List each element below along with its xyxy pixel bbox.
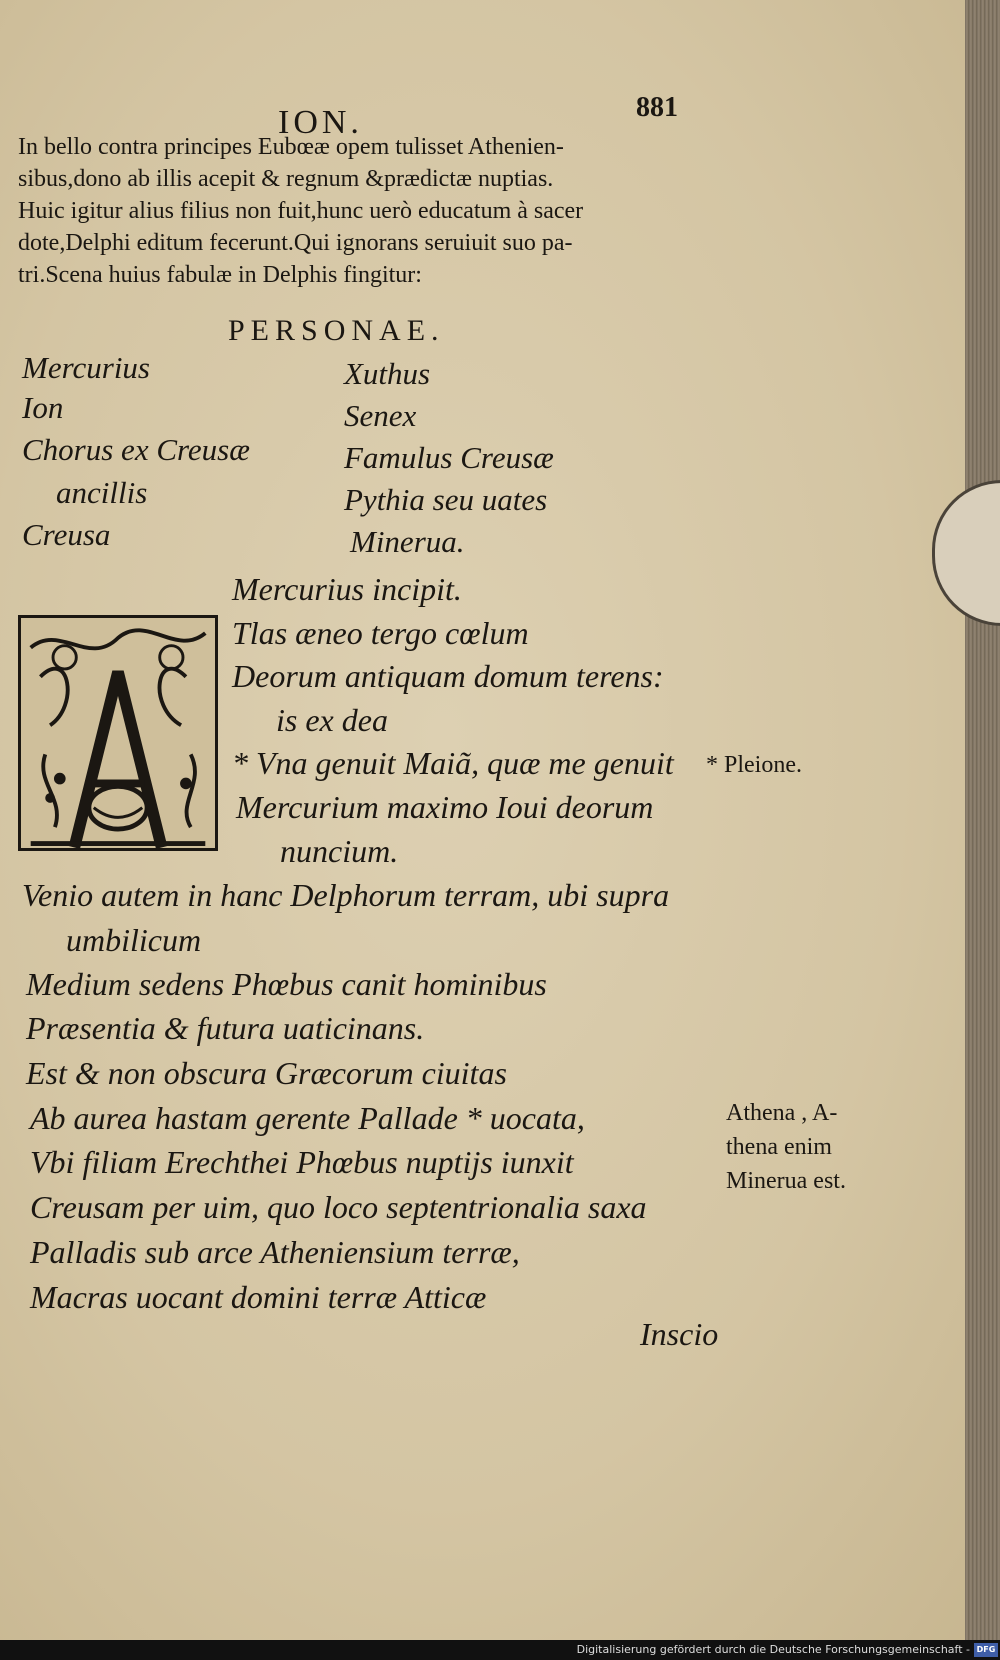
verse-line-5: * Vna genuit Maiã, quæ me genuit (232, 745, 674, 781)
cast-right-3: Famulus Creusæ (344, 440, 554, 475)
floral-initial-illustration (21, 618, 215, 848)
marginal-note-athena-2: thena enim (726, 1134, 832, 1160)
verse-line-16: Palladis sub arce Atheniensium terræ, (30, 1234, 520, 1270)
decorated-initial (18, 615, 218, 851)
page-edges (965, 0, 1000, 1640)
page-number: 881 (636, 92, 678, 123)
verse-line-13: Ab aurea hastam gerente Pallade * uocata, (30, 1100, 585, 1136)
argument-line-3: Huic igitur alius filius non fuit,hunc uerò educatum à sacer (18, 198, 584, 224)
verse-line-12: Est & non obscura Græcorum ciuitas (26, 1055, 507, 1091)
cast-left-1: Mercurius (22, 350, 150, 385)
argument-line-2: sibus,dono ab illis acepit & regnum &prædictæ nuptias. (18, 166, 554, 192)
verse-line-8: Venio autem in hanc Delphorum terram, ubi supra (22, 877, 670, 913)
personae-heading: PERSONAE. (228, 314, 445, 347)
cast-left-3: Chorus ex Creusæ (22, 432, 250, 467)
cast-left-4: ancillis (56, 475, 148, 510)
verse-line-9: umbilicum (66, 922, 202, 958)
cast-right-5: Minerua. (350, 524, 465, 559)
argument-line-5: tri.Scena huius fabulæ in Delphis fingitur: (18, 262, 422, 288)
footer-credit: Digitalisierung gefördert durch die Deutsche Forschungsgemeinschaft - (576, 1643, 970, 1656)
verse-line-14: Vbi filiam Erechthei Phœbus nuptijs iunxit (30, 1144, 574, 1180)
verse-line-4: is ex dea (276, 702, 388, 738)
catchword: Inscio (640, 1316, 719, 1352)
verse-line-7: nuncium. (280, 833, 399, 869)
cast-left-2: Ion (22, 390, 64, 425)
marginal-note-athena-3: Minerua est. (726, 1168, 846, 1194)
cast-right-1: Xuthus (344, 356, 431, 391)
argument-line-4: dote,Delphi editum fecerunt.Qui ignorans seruiuit suo pa- (18, 230, 573, 256)
verse-line-15: Creusam per uim, quo loco septentrionalia saxa (30, 1189, 647, 1225)
dfg-logo: DFG (974, 1643, 998, 1657)
cast-right-2: Senex (344, 398, 417, 433)
argument-line-1: In bello contra principes Eubœæ opem tulisset Athenien- (18, 134, 564, 160)
digitization-footer (0, 1640, 1000, 1660)
marginal-note-pleione: * Pleione. (706, 752, 802, 778)
verse-line-6: Mercurium maximo Ioui deorum (236, 789, 654, 825)
cast-left-5: Creusa (22, 517, 111, 552)
verse-line-1: Mercurius incipit. (232, 571, 462, 607)
verse-line-17: Macras uocant domini terræ Atticæ (30, 1279, 487, 1315)
cast-right-4: Pythia seu uates (344, 482, 548, 517)
verse-line-2: Tlas æneo tergo cœlum (232, 615, 529, 651)
verse-line-11: Præsentia & futura uaticinans. (26, 1010, 425, 1046)
running-title: ION. (278, 104, 363, 141)
marginal-note-athena-1: Athena , A- (726, 1100, 838, 1126)
verse-line-3: Deorum antiquam domum terens: (232, 658, 664, 694)
verse-line-10: Medium sedens Phœbus canit hominibus (26, 966, 547, 1002)
